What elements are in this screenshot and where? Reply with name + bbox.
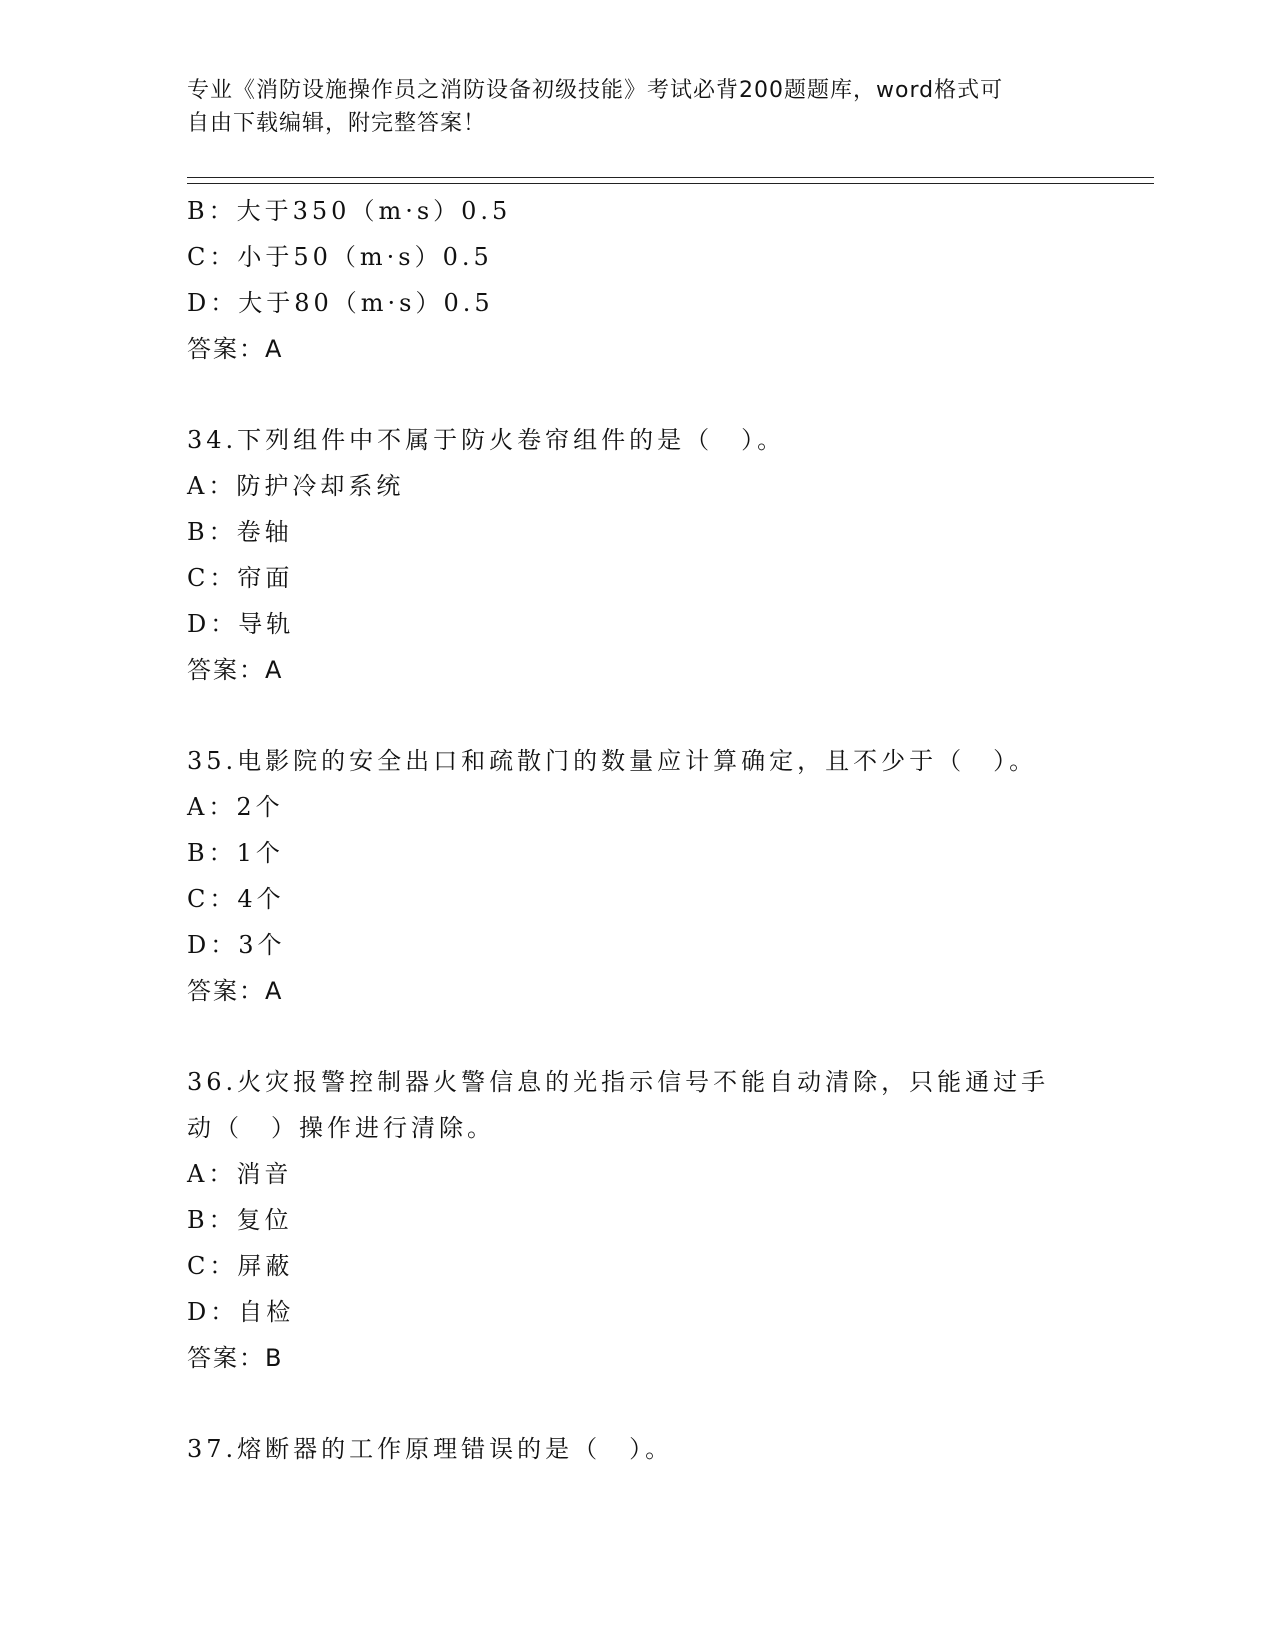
answer-line: 答案：A bbox=[187, 335, 284, 363]
question-stem-line-1: 36.火灾报警控制器火警信息的光指示信号不能自动清除，只能通过手 bbox=[187, 1068, 1050, 1096]
question-stem: 37.熔断器的工作原理错误的是（ ）。 bbox=[187, 1435, 674, 1463]
option-d: D：3个 bbox=[187, 931, 286, 959]
option-d: D：自检 bbox=[187, 1298, 295, 1326]
header-divider-top bbox=[187, 177, 1154, 178]
answer-line: 答案：A bbox=[187, 656, 284, 684]
answer-line: 答案：A bbox=[187, 977, 284, 1005]
question-33-continued bbox=[187, 188, 1087, 372]
option-b: B：复位 bbox=[187, 1206, 293, 1234]
question-stem: 35.电影院的安全出口和疏散门的数量应计算确定，且不少于（ ）。 bbox=[187, 747, 1038, 775]
option-a: A：防护冷却系统 bbox=[187, 472, 405, 500]
option-b: B：1个 bbox=[187, 839, 284, 867]
option-d: D：大于80（m·s）0.5 bbox=[187, 289, 494, 317]
document-header bbox=[187, 74, 1067, 140]
header-divider-bottom bbox=[187, 183, 1154, 184]
question-stem: 34.下列组件中不属于防火卷帘组件的是（ ）。 bbox=[187, 426, 786, 454]
header-line-2: 自由下载编辑，附完整答案！ bbox=[187, 111, 487, 136]
header-line-1: 专业《消防设施操作员之消防设备初级技能》考试必背200题题库，word格式可 bbox=[187, 78, 1004, 103]
option-a: A：2个 bbox=[187, 793, 284, 821]
question-34 bbox=[187, 417, 1087, 693]
question-36 bbox=[187, 1059, 1087, 1381]
option-c: C：帘面 bbox=[187, 564, 294, 592]
question-stem-line-2: 动（ ）操作进行清除。 bbox=[187, 1114, 495, 1142]
option-c: C：小于50（m·s）0.5 bbox=[187, 243, 493, 271]
option-c: C：4个 bbox=[187, 885, 285, 913]
answer-line: 答案：B bbox=[187, 1344, 284, 1372]
option-c: C：屏蔽 bbox=[187, 1252, 294, 1280]
option-a: A：消音 bbox=[187, 1160, 293, 1188]
option-b: B：大于350（m·s）0.5 bbox=[187, 197, 512, 225]
option-d: D：导轨 bbox=[187, 610, 295, 638]
question-35 bbox=[187, 738, 1087, 1014]
question-37 bbox=[187, 1426, 1087, 1472]
question-list bbox=[187, 188, 1087, 1472]
option-b: B：卷轴 bbox=[187, 518, 293, 546]
